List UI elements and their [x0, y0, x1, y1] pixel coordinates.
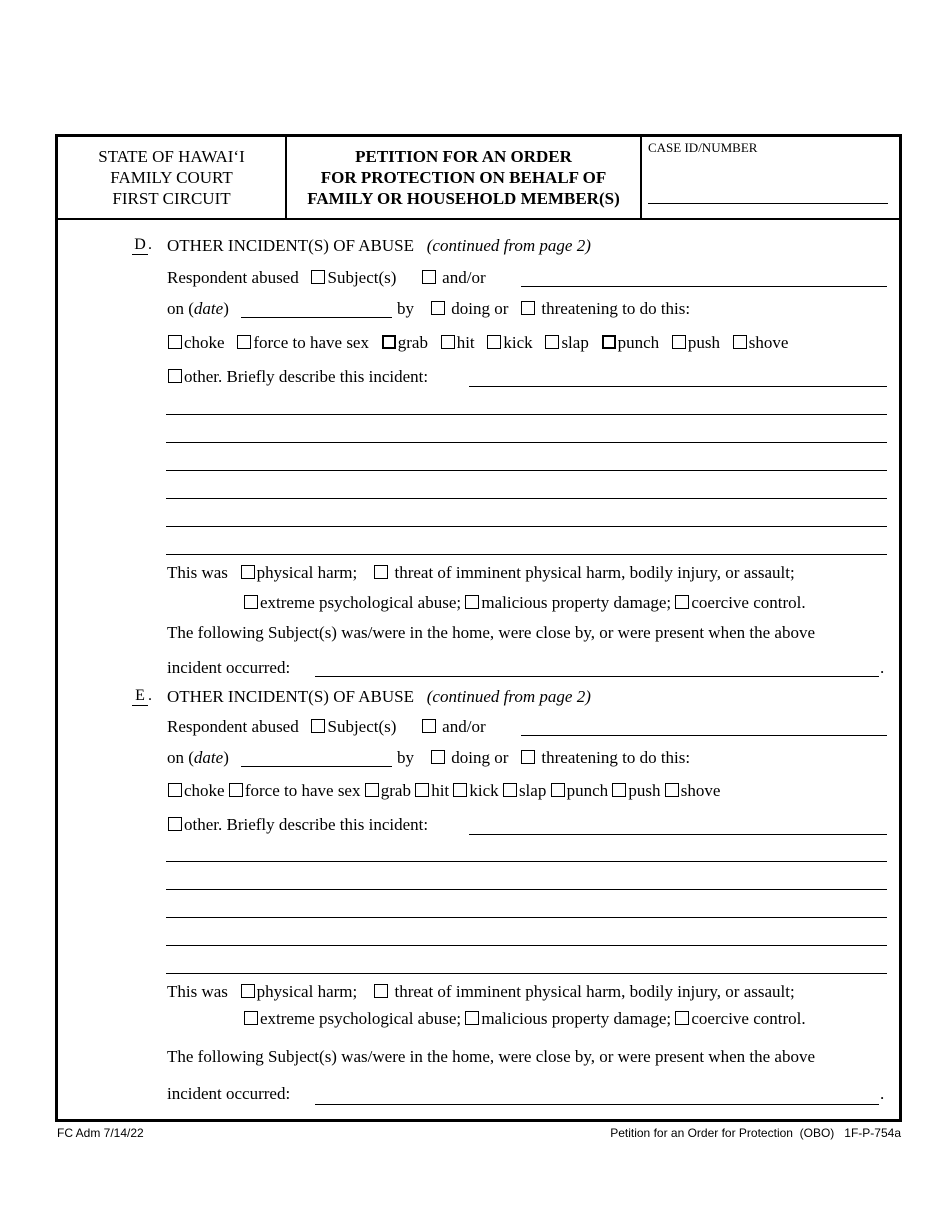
describe-line[interactable]	[166, 442, 887, 443]
doing-checkbox[interactable]	[431, 750, 445, 764]
case-label: CASE ID/NUMBER	[648, 140, 758, 155]
describe-line[interactable]	[166, 973, 887, 974]
form-header	[58, 137, 899, 220]
court-name: FAMILY COURT	[110, 168, 233, 187]
doing-checkbox[interactable]	[431, 301, 445, 315]
act-kick-checkbox[interactable]	[487, 335, 501, 349]
case-number-field[interactable]	[648, 203, 888, 204]
subjects-checkbox[interactable]	[311, 270, 325, 284]
period: .	[880, 1084, 885, 1103]
act-shove-checkbox[interactable]	[733, 335, 747, 349]
title-line-1: PETITION FOR AN ORDER	[355, 147, 572, 166]
court-state: STATE OF HAWAI‘I	[98, 147, 245, 166]
occurred-field[interactable]	[315, 1104, 879, 1105]
act-punch-checkbox[interactable]	[602, 335, 616, 349]
act-force-checkbox[interactable]	[237, 335, 251, 349]
section-e-date-label: on (date)	[167, 748, 229, 767]
describe-line[interactable]	[166, 498, 887, 499]
describe-line[interactable]	[166, 945, 887, 946]
act-kick-checkbox[interactable]	[453, 783, 467, 797]
date-field[interactable]	[241, 766, 392, 767]
coercive-control-checkbox[interactable]	[675, 595, 689, 609]
andor-checkbox[interactable]	[422, 719, 436, 733]
footer-form-title: Petition for an Order for Protection (OBO) 1F-P-754a	[610, 1126, 901, 1140]
section-d-following: The following Subject(s) was/were in the home, were close by, or were present when the above	[167, 623, 815, 642]
act-hit-checkbox[interactable]	[441, 335, 455, 349]
andor-field[interactable]	[521, 286, 887, 287]
section-d-heading: OTHER INCIDENT(S) OF ABUSE (continued from page 2)	[167, 236, 591, 255]
section-e-acts-row: choke force to have sex grab hit kick slap punch push shove	[168, 781, 720, 801]
section-d-other-row: other. Briefly describe this incident:	[168, 367, 428, 387]
act-punch-checkbox[interactable]	[551, 783, 565, 797]
describe-line[interactable]	[166, 917, 887, 918]
physical-harm-checkbox[interactable]	[241, 984, 255, 998]
footer-form-code: FC Adm 7/14/22	[57, 1126, 144, 1140]
describe-line[interactable]	[166, 861, 887, 862]
section-e-other-row: other. Briefly describe this incident:	[168, 815, 428, 835]
act-grab-checkbox[interactable]	[382, 335, 396, 349]
describe-line[interactable]	[166, 554, 887, 555]
act-slap-checkbox[interactable]	[503, 783, 517, 797]
section-d-respondent-row: Respondent abused Subject(s) and/or	[167, 268, 486, 287]
act-choke-checkbox[interactable]	[168, 783, 182, 797]
act-hit-checkbox[interactable]	[415, 783, 429, 797]
section-e-heading: OTHER INCIDENT(S) OF ABUSE (continued from page 2)	[167, 687, 591, 706]
section-e-respondent-row: Respondent abused Subject(s) and/or	[167, 717, 486, 736]
section-d-harm-row-2: extreme psychological abuse; malicious property damage; coercive control.	[244, 593, 806, 613]
court-block	[58, 137, 287, 218]
section-e-occurred: incident occurred:	[167, 1084, 291, 1103]
threat-harm-checkbox[interactable]	[374, 565, 388, 579]
date-field[interactable]	[241, 317, 392, 318]
form-title	[287, 137, 642, 218]
period: .	[880, 658, 885, 677]
section-d-acts-row: choke force to have sex grab hit kick slap punch push shove	[168, 333, 788, 353]
title-line-2: FOR PROTECTION ON BEHALF OF	[320, 168, 607, 187]
section-e-letter: E .	[132, 687, 152, 706]
describe-line[interactable]	[166, 470, 887, 471]
coercive-control-checkbox[interactable]	[675, 1011, 689, 1025]
act-shove-checkbox[interactable]	[665, 783, 679, 797]
threat-harm-checkbox[interactable]	[374, 984, 388, 998]
describe-field[interactable]	[469, 386, 887, 387]
threatening-checkbox[interactable]	[521, 301, 535, 315]
andor-field[interactable]	[521, 735, 887, 736]
section-d-by-row: by doing or threatening to do this:	[397, 299, 691, 318]
section-d-date-label: on (date)	[167, 299, 229, 318]
property-damage-checkbox[interactable]	[465, 1011, 479, 1025]
occurred-field[interactable]	[315, 676, 879, 677]
threatening-checkbox[interactable]	[521, 750, 535, 764]
other-checkbox[interactable]	[168, 369, 182, 383]
describe-field[interactable]	[469, 834, 887, 835]
act-force-checkbox[interactable]	[229, 783, 243, 797]
section-e-following: The following Subject(s) was/were in the home, were close by, or were present when the above	[167, 1047, 815, 1066]
act-push-checkbox[interactable]	[612, 783, 626, 797]
andor-checkbox[interactable]	[422, 270, 436, 284]
section-d-harm-row: This was physical harm; threat of imminent physical harm, bodily injury, or assault;	[167, 563, 795, 582]
section-e-harm-row: This was physical harm; threat of imminent physical harm, bodily injury, or assault;	[167, 982, 795, 1001]
act-choke-checkbox[interactable]	[168, 335, 182, 349]
other-checkbox[interactable]	[168, 817, 182, 831]
property-damage-checkbox[interactable]	[465, 595, 479, 609]
describe-line[interactable]	[166, 889, 887, 890]
describe-line[interactable]	[166, 414, 887, 415]
act-slap-checkbox[interactable]	[545, 335, 559, 349]
describe-line[interactable]	[166, 526, 887, 527]
psych-abuse-checkbox[interactable]	[244, 595, 258, 609]
section-d-letter: D .	[132, 236, 152, 255]
act-grab-checkbox[interactable]	[365, 783, 379, 797]
psych-abuse-checkbox[interactable]	[244, 1011, 258, 1025]
subjects-checkbox[interactable]	[311, 719, 325, 733]
act-push-checkbox[interactable]	[672, 335, 686, 349]
case-block	[642, 137, 899, 218]
section-d-occurred: incident occurred:	[167, 658, 291, 677]
section-e-harm-row-2: extreme psychological abuse; malicious property damage; coercive control.	[244, 1009, 806, 1029]
physical-harm-checkbox[interactable]	[241, 565, 255, 579]
section-e-by-row: by doing or threatening to do this:	[397, 748, 691, 767]
court-circuit: FIRST CIRCUIT	[112, 189, 231, 208]
title-line-3: FAMILY OR HOUSEHOLD MEMBER(S)	[307, 189, 620, 208]
